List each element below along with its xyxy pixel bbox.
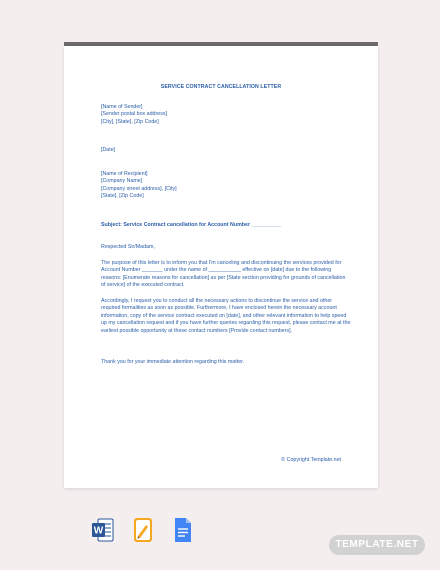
sender-line: [City], [State], [Zip Code] bbox=[101, 118, 159, 125]
paragraph-request bbox=[101, 298, 351, 335]
copyright-footer: © Copyright Template.net bbox=[281, 457, 341, 463]
document-preview bbox=[64, 46, 378, 488]
google-docs-icon[interactable] bbox=[172, 517, 194, 543]
sender-line: [Name of Sender] bbox=[101, 104, 143, 110]
sender-line: [Sender postal box address] bbox=[101, 111, 167, 118]
recipient-address bbox=[101, 171, 351, 201]
subject-line: Subject: Service Contract cancellation for Account Number __________ bbox=[101, 222, 281, 228]
closing-line: Thank you for your immediate attention regarding this matter. bbox=[101, 359, 245, 365]
format-icons bbox=[92, 517, 194, 543]
pages-icon[interactable] bbox=[132, 517, 154, 543]
brand-watermark: TEMPLATE.NET bbox=[329, 535, 425, 555]
document-title: SERVICE CONTRACT CANCELLATION LETTER bbox=[160, 84, 282, 90]
paragraph-text: The purpose of this letter is to inform you that I'm canceling and discontinuing the services provided for Account Number _______ under the name of ___________ effective on [date] due to the following reasons: [Enumerate reasons for cancellation] as per [State section providing for grounds of cancellation of service] of the executed contract. bbox=[101, 260, 346, 289]
word-icon-letter: W bbox=[93, 525, 104, 537]
paragraph-purpose bbox=[101, 260, 351, 290]
letter-date: [Date] bbox=[101, 147, 116, 153]
paragraph-text: Accordingly, I request you to conduct all the necessary actions to discontinue the service and other required formalities as soon as possible. Furthermore, I have enclosed herein the necessary account information, copy of the service contract executed on [date], and other relevant information to help speed up my cancellation request and if you have further queries regarding this request, please contact me at the earliest possible opportunity at these contact numbers [Provide contact numbers]. bbox=[101, 298, 351, 334]
recipient-line: [Name of Recipient] bbox=[101, 171, 148, 177]
recipient-line: [State], [Zip Code] bbox=[101, 193, 144, 200]
sender-address bbox=[101, 104, 351, 126]
salutation: Respected Sir/Madam, bbox=[101, 244, 155, 250]
recipient-line: [Company street address], [City] bbox=[101, 185, 177, 192]
recipient-line: [Company Name] bbox=[101, 178, 143, 185]
word-icon[interactable] bbox=[92, 517, 114, 543]
